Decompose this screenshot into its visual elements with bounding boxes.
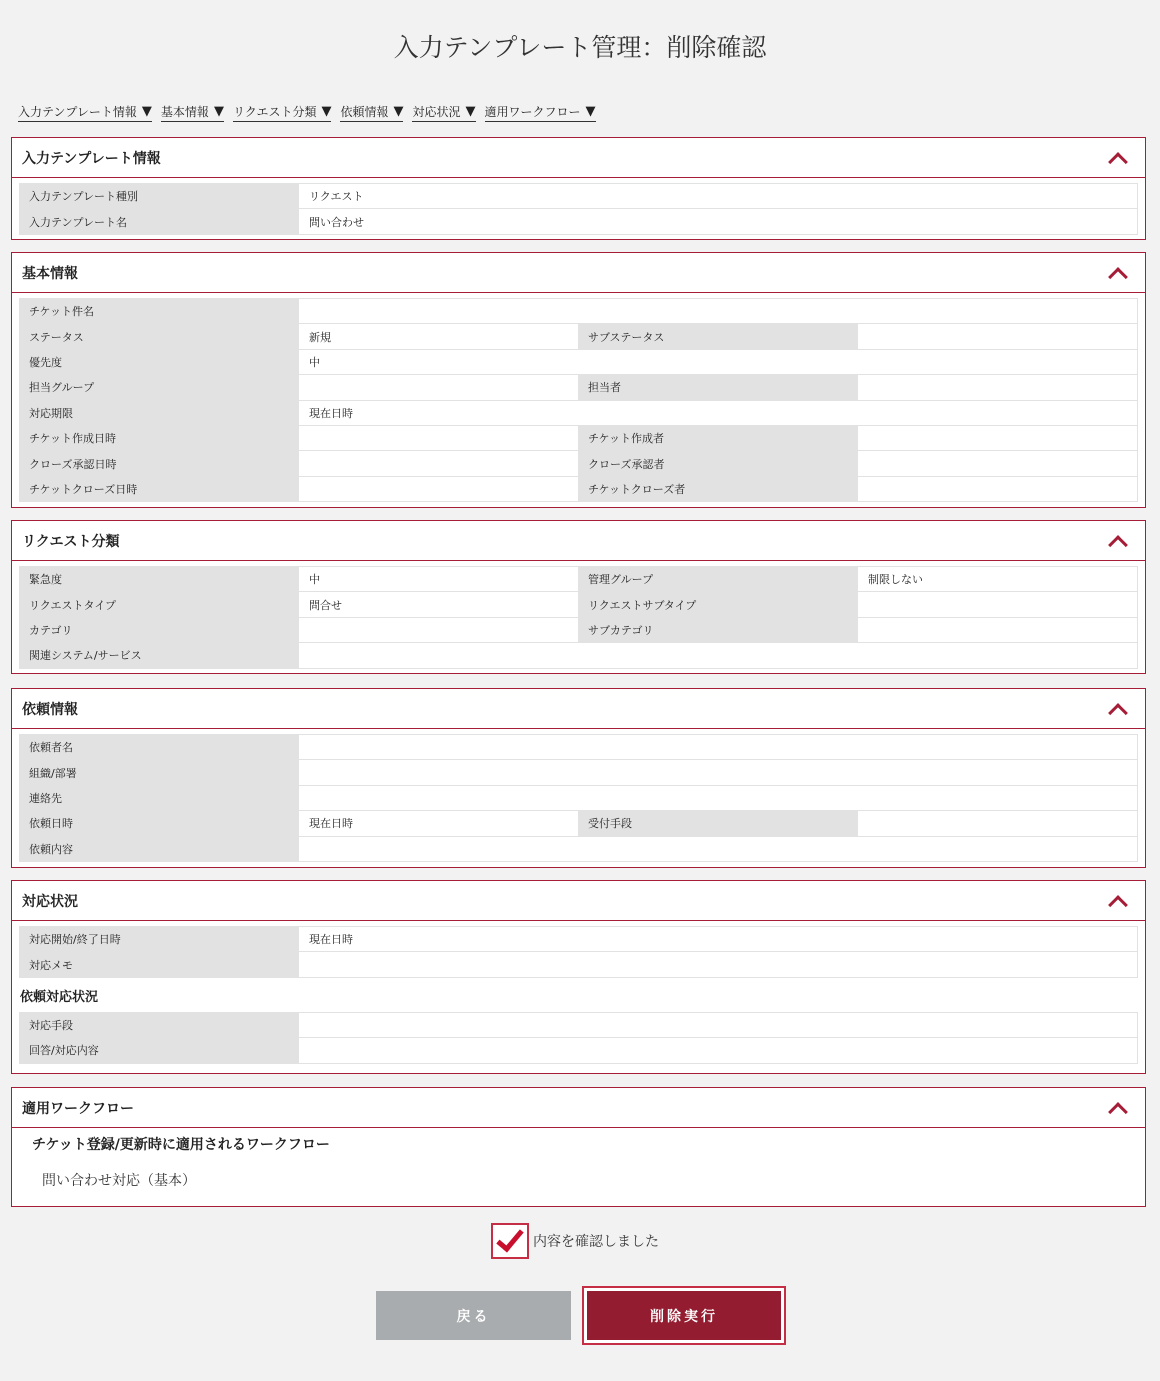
page-title: 入力テンプレート管理：削除確認: [393, 33, 767, 62]
triangle-down-icon: ▼: [141, 103, 152, 119]
field-label: 回答/対応内容: [19, 1038, 299, 1062]
table-row: [19, 350, 1138, 375]
field-label: クローズ承認日時: [19, 451, 299, 475]
section-title: 入力テンプレート情報: [22, 150, 161, 167]
field-value: 中: [299, 350, 1138, 374]
nav-request[interactable]: [233, 102, 332, 122]
nav-label: リクエスト分類: [232, 104, 317, 119]
chevron-up-icon[interactable]: [1108, 1102, 1128, 1122]
nav-template[interactable]: [18, 102, 152, 122]
workflow-name: 問い合わせ対応（基本）: [42, 1173, 196, 1189]
field-value: [299, 643, 1138, 667]
chevron-up-icon[interactable]: [1108, 535, 1128, 555]
nav-label: 入力テンプレート情報: [18, 104, 137, 119]
section-requester-info: [11, 688, 1146, 868]
section-header[interactable]: [12, 138, 1145, 178]
nav-label: 適用ワークフロー: [484, 104, 581, 119]
nav-label: 対応状況: [412, 104, 461, 119]
field-value: [299, 1013, 1138, 1037]
table-row: [19, 324, 1138, 349]
table-row: [19, 760, 1138, 785]
nav-label: 基本情報: [160, 104, 209, 119]
table-row: [19, 451, 1138, 476]
field-label: サブステータス: [578, 324, 858, 348]
field-label: 対応手段: [19, 1013, 299, 1037]
field-value: [299, 735, 1138, 759]
field-label: チケットクローズ者: [578, 477, 858, 501]
table-row: [19, 184, 1138, 209]
table-row: [19, 618, 1138, 643]
section-title: 基本情報: [22, 265, 78, 282]
field-value: 現在日時: [299, 927, 1138, 951]
subsection-title: 依頼対応状況: [20, 989, 99, 1005]
table-row: [19, 426, 1138, 451]
section-template-info: [11, 137, 1146, 240]
field-value: [858, 324, 1138, 348]
section-title: 依頼情報: [22, 701, 78, 718]
field-label: 担当者: [578, 375, 858, 399]
field-value: [858, 477, 1138, 501]
field-value: 問い合わせ: [299, 209, 1138, 233]
confirm-label[interactable]: 内容を確認しました: [533, 1234, 659, 1250]
section-title: 適用ワークフロー: [22, 1100, 134, 1117]
field-value: [858, 618, 1138, 642]
triangle-down-icon: ▼: [585, 103, 596, 119]
section-workflow: [11, 1087, 1146, 1207]
anchor-nav: [18, 102, 596, 122]
table-row: [19, 952, 1138, 977]
field-value: 新規: [299, 324, 578, 348]
chevron-up-icon[interactable]: [1108, 152, 1128, 172]
triangle-down-icon: ▼: [465, 103, 476, 119]
nav-requester[interactable]: [340, 102, 403, 122]
field-label: 対応メモ: [19, 952, 299, 976]
field-label: 受付手段: [578, 811, 858, 835]
field-label: 緊急度: [19, 567, 299, 591]
confirm-checkbox[interactable]: [491, 1223, 529, 1259]
field-value: 中: [299, 567, 578, 591]
delete-button-focus-ring: [582, 1286, 786, 1345]
checkmark-icon: [496, 1224, 523, 1253]
field-label: ステータス: [19, 324, 299, 348]
field-label: 依頼内容: [19, 837, 299, 861]
section-header[interactable]: [12, 881, 1145, 921]
field-value: [858, 451, 1138, 475]
back-button[interactable]: 戻る: [376, 1291, 571, 1340]
table-row: [19, 299, 1138, 324]
field-value: [299, 375, 578, 399]
field-value: [299, 786, 1138, 810]
chevron-up-icon[interactable]: [1108, 703, 1128, 723]
field-label: 対応期限: [19, 401, 299, 425]
table-row: [19, 1038, 1138, 1063]
table-row: [19, 567, 1138, 592]
field-label: チケット作成者: [578, 426, 858, 450]
nav-workflow[interactable]: [485, 102, 596, 122]
field-value: 現在日時: [299, 811, 578, 835]
field-value: [299, 299, 1138, 323]
table-row: [19, 209, 1138, 234]
field-label: 依頼者名: [19, 735, 299, 759]
field-label: クローズ承認者: [578, 451, 858, 475]
field-label: チケットクローズ日時: [19, 477, 299, 501]
field-label: 担当グループ: [19, 375, 299, 399]
field-value: [299, 426, 578, 450]
table-row: [19, 592, 1138, 617]
table-row: [19, 735, 1138, 760]
section-basic-info: [11, 252, 1146, 508]
triangle-down-icon: ▼: [213, 103, 224, 119]
section-title: 対応状況: [22, 893, 78, 910]
chevron-up-icon[interactable]: [1108, 267, 1128, 287]
delete-execute-button[interactable]: 削除実行: [587, 1291, 781, 1340]
field-value: [858, 375, 1138, 399]
nav-status[interactable]: [412, 102, 475, 122]
nav-basic[interactable]: [161, 102, 224, 122]
table-row: [19, 837, 1138, 862]
section-header[interactable]: [12, 521, 1145, 561]
confirm-checkbox-row: [491, 1223, 659, 1259]
field-label: チケット作成日時: [19, 426, 299, 450]
field-label: リクエストサブタイプ: [578, 592, 858, 616]
nav-label: 依頼情報: [340, 104, 389, 119]
field-value: [858, 592, 1138, 616]
field-value: [299, 618, 578, 642]
field-label: 連絡先: [19, 786, 299, 810]
field-value: [299, 1038, 1138, 1062]
field-label: 入力テンプレート名: [19, 209, 299, 233]
field-label: 関連システム/サービス: [19, 643, 299, 667]
section-status: [11, 880, 1146, 1074]
section-request-classification: [11, 520, 1146, 674]
table-row: [19, 401, 1138, 426]
table-row: [19, 786, 1138, 811]
table-row: [19, 927, 1138, 952]
field-value: 問合せ: [299, 592, 578, 616]
table-row: [19, 375, 1138, 400]
field-value: 制限しない: [858, 567, 1138, 591]
table-row: [19, 477, 1138, 502]
field-value: [299, 952, 1138, 976]
table-row: [19, 643, 1138, 668]
field-label: 入力テンプレート種別: [19, 184, 299, 208]
field-value: [299, 760, 1138, 784]
chevron-up-icon[interactable]: [1108, 895, 1128, 915]
field-label: 組織/部署: [19, 760, 299, 784]
section-header[interactable]: [12, 253, 1145, 293]
field-label: 依頼日時: [19, 811, 299, 835]
field-label: 優先度: [19, 350, 299, 374]
field-value: 現在日時: [299, 401, 1138, 425]
workflow-subtitle: チケット登録/更新時に適用されるワークフロー: [32, 1137, 330, 1153]
field-value: [299, 837, 1138, 861]
field-label: サブカテゴリ: [578, 618, 858, 642]
field-value: [858, 426, 1138, 450]
section-title: リクエスト分類: [22, 533, 120, 550]
field-value: リクエスト: [299, 184, 1138, 208]
table-row: [19, 811, 1138, 836]
field-value: [299, 477, 578, 501]
field-value: [299, 451, 578, 475]
field-label: カテゴリ: [19, 618, 299, 642]
field-label: 管理グループ: [578, 567, 858, 591]
section-header[interactable]: [12, 1088, 1145, 1128]
field-label: 対応開始/終了日時: [19, 927, 299, 951]
field-label: チケット件名: [19, 299, 299, 323]
table-row: [19, 1013, 1138, 1038]
field-label: リクエストタイプ: [19, 592, 299, 616]
triangle-down-icon: ▼: [321, 103, 332, 119]
field-value: [858, 811, 1138, 835]
section-header[interactable]: [12, 689, 1145, 729]
triangle-down-icon: ▼: [393, 103, 404, 119]
